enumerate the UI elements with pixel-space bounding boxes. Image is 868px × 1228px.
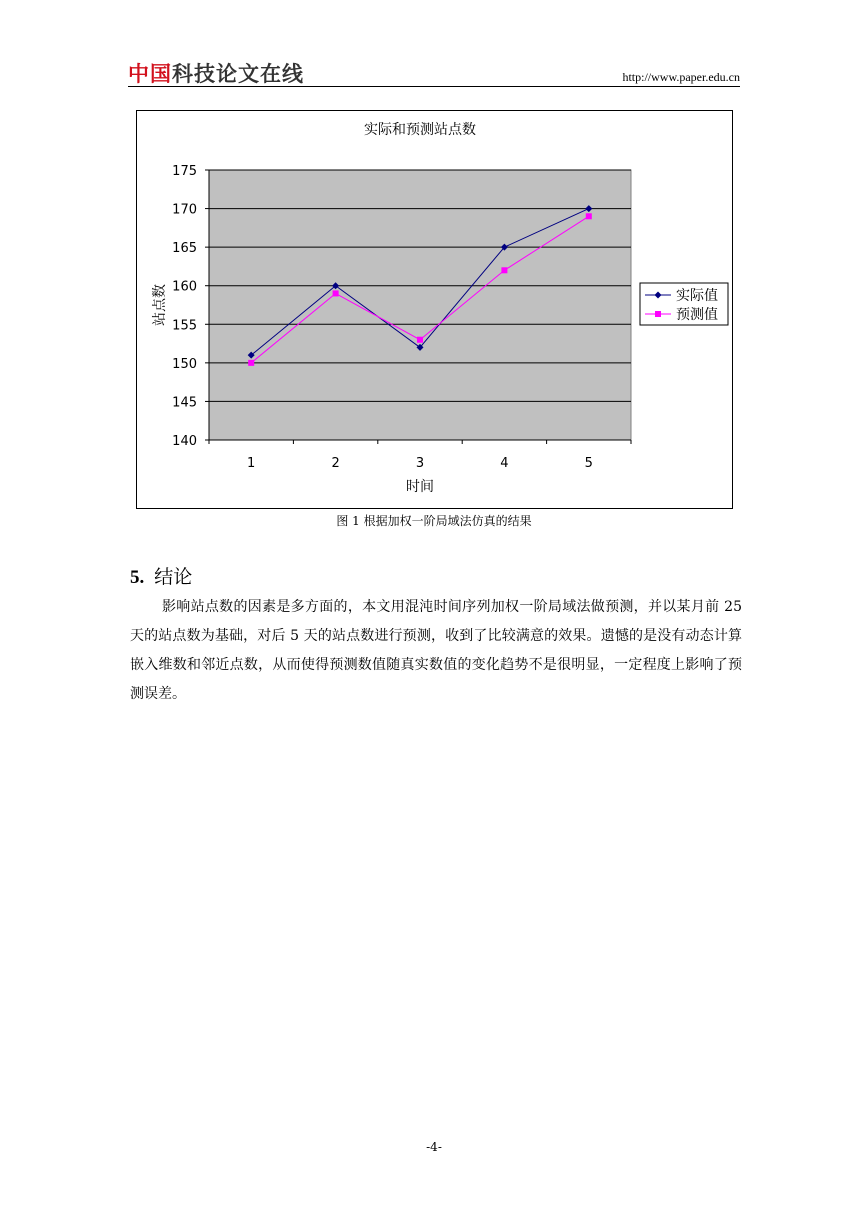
x-tick-label: 2 <box>331 456 340 471</box>
y-tick-label: 140 <box>172 434 197 449</box>
figure-caption: 图 1 根据加权一阶局域法仿真的结果 <box>336 514 532 528</box>
legend-marker <box>655 311 661 317</box>
data-point-predicted <box>586 213 592 219</box>
x-tick-label: 3 <box>415 456 425 471</box>
logo-dark-text: 科技论文在线 <box>172 62 304 86</box>
y-tick-label: 155 <box>172 318 197 334</box>
page-number: -4- <box>426 1140 442 1154</box>
header-rule <box>128 86 740 87</box>
data-point-predicted <box>417 337 423 343</box>
section-number: 5. <box>130 567 145 588</box>
legend-label: 预测值 <box>676 307 718 323</box>
section-heading <box>130 562 192 589</box>
x-axis-label: 时间 <box>406 479 434 495</box>
chart-title: 实际和预测站点数 <box>364 122 476 138</box>
data-point-predicted <box>248 360 254 366</box>
section-title: 结论 <box>154 566 193 588</box>
x-tick-label: 4 <box>500 456 509 471</box>
journal-logo <box>128 58 304 88</box>
plot-area <box>209 170 631 440</box>
y-tick-label: 160 <box>172 279 197 295</box>
y-tick-label: 170 <box>172 202 197 218</box>
y-tick-label: 175 <box>172 164 197 179</box>
y-axis-label: 站点数 <box>152 284 168 326</box>
y-tick-label: 150 <box>172 356 197 372</box>
page-header <box>128 58 740 88</box>
x-tick-label: 5 <box>584 456 593 471</box>
logo-red-text: 中国 <box>128 62 172 86</box>
header-url[interactable]: http://www.paper.edu.cn <box>622 70 740 84</box>
data-point-predicted <box>501 267 507 273</box>
conclusion-paragraph: 影响站点数的因素是多方面的，本文用混沌时间序列加权一阶局域法做预测，并以某月前 25 天的站点数为基础，对后 5 天的站点数进行预测，收到了比较满意的效果。遗憾的是没有动态计算嵌入维数和邻近点数，从而使得预测数值随真实数值的变化趋势不是很明显，一定程度上影响了预测误差。 <box>130 599 742 702</box>
y-tick-label: 165 <box>172 241 197 257</box>
x-tick-label: 1 <box>247 456 256 471</box>
line-chart <box>137 111 732 508</box>
data-point-predicted <box>333 290 339 296</box>
chart-frame <box>136 110 733 509</box>
y-tick-label: 145 <box>172 395 197 411</box>
legend-label: 实际值 <box>676 288 718 304</box>
